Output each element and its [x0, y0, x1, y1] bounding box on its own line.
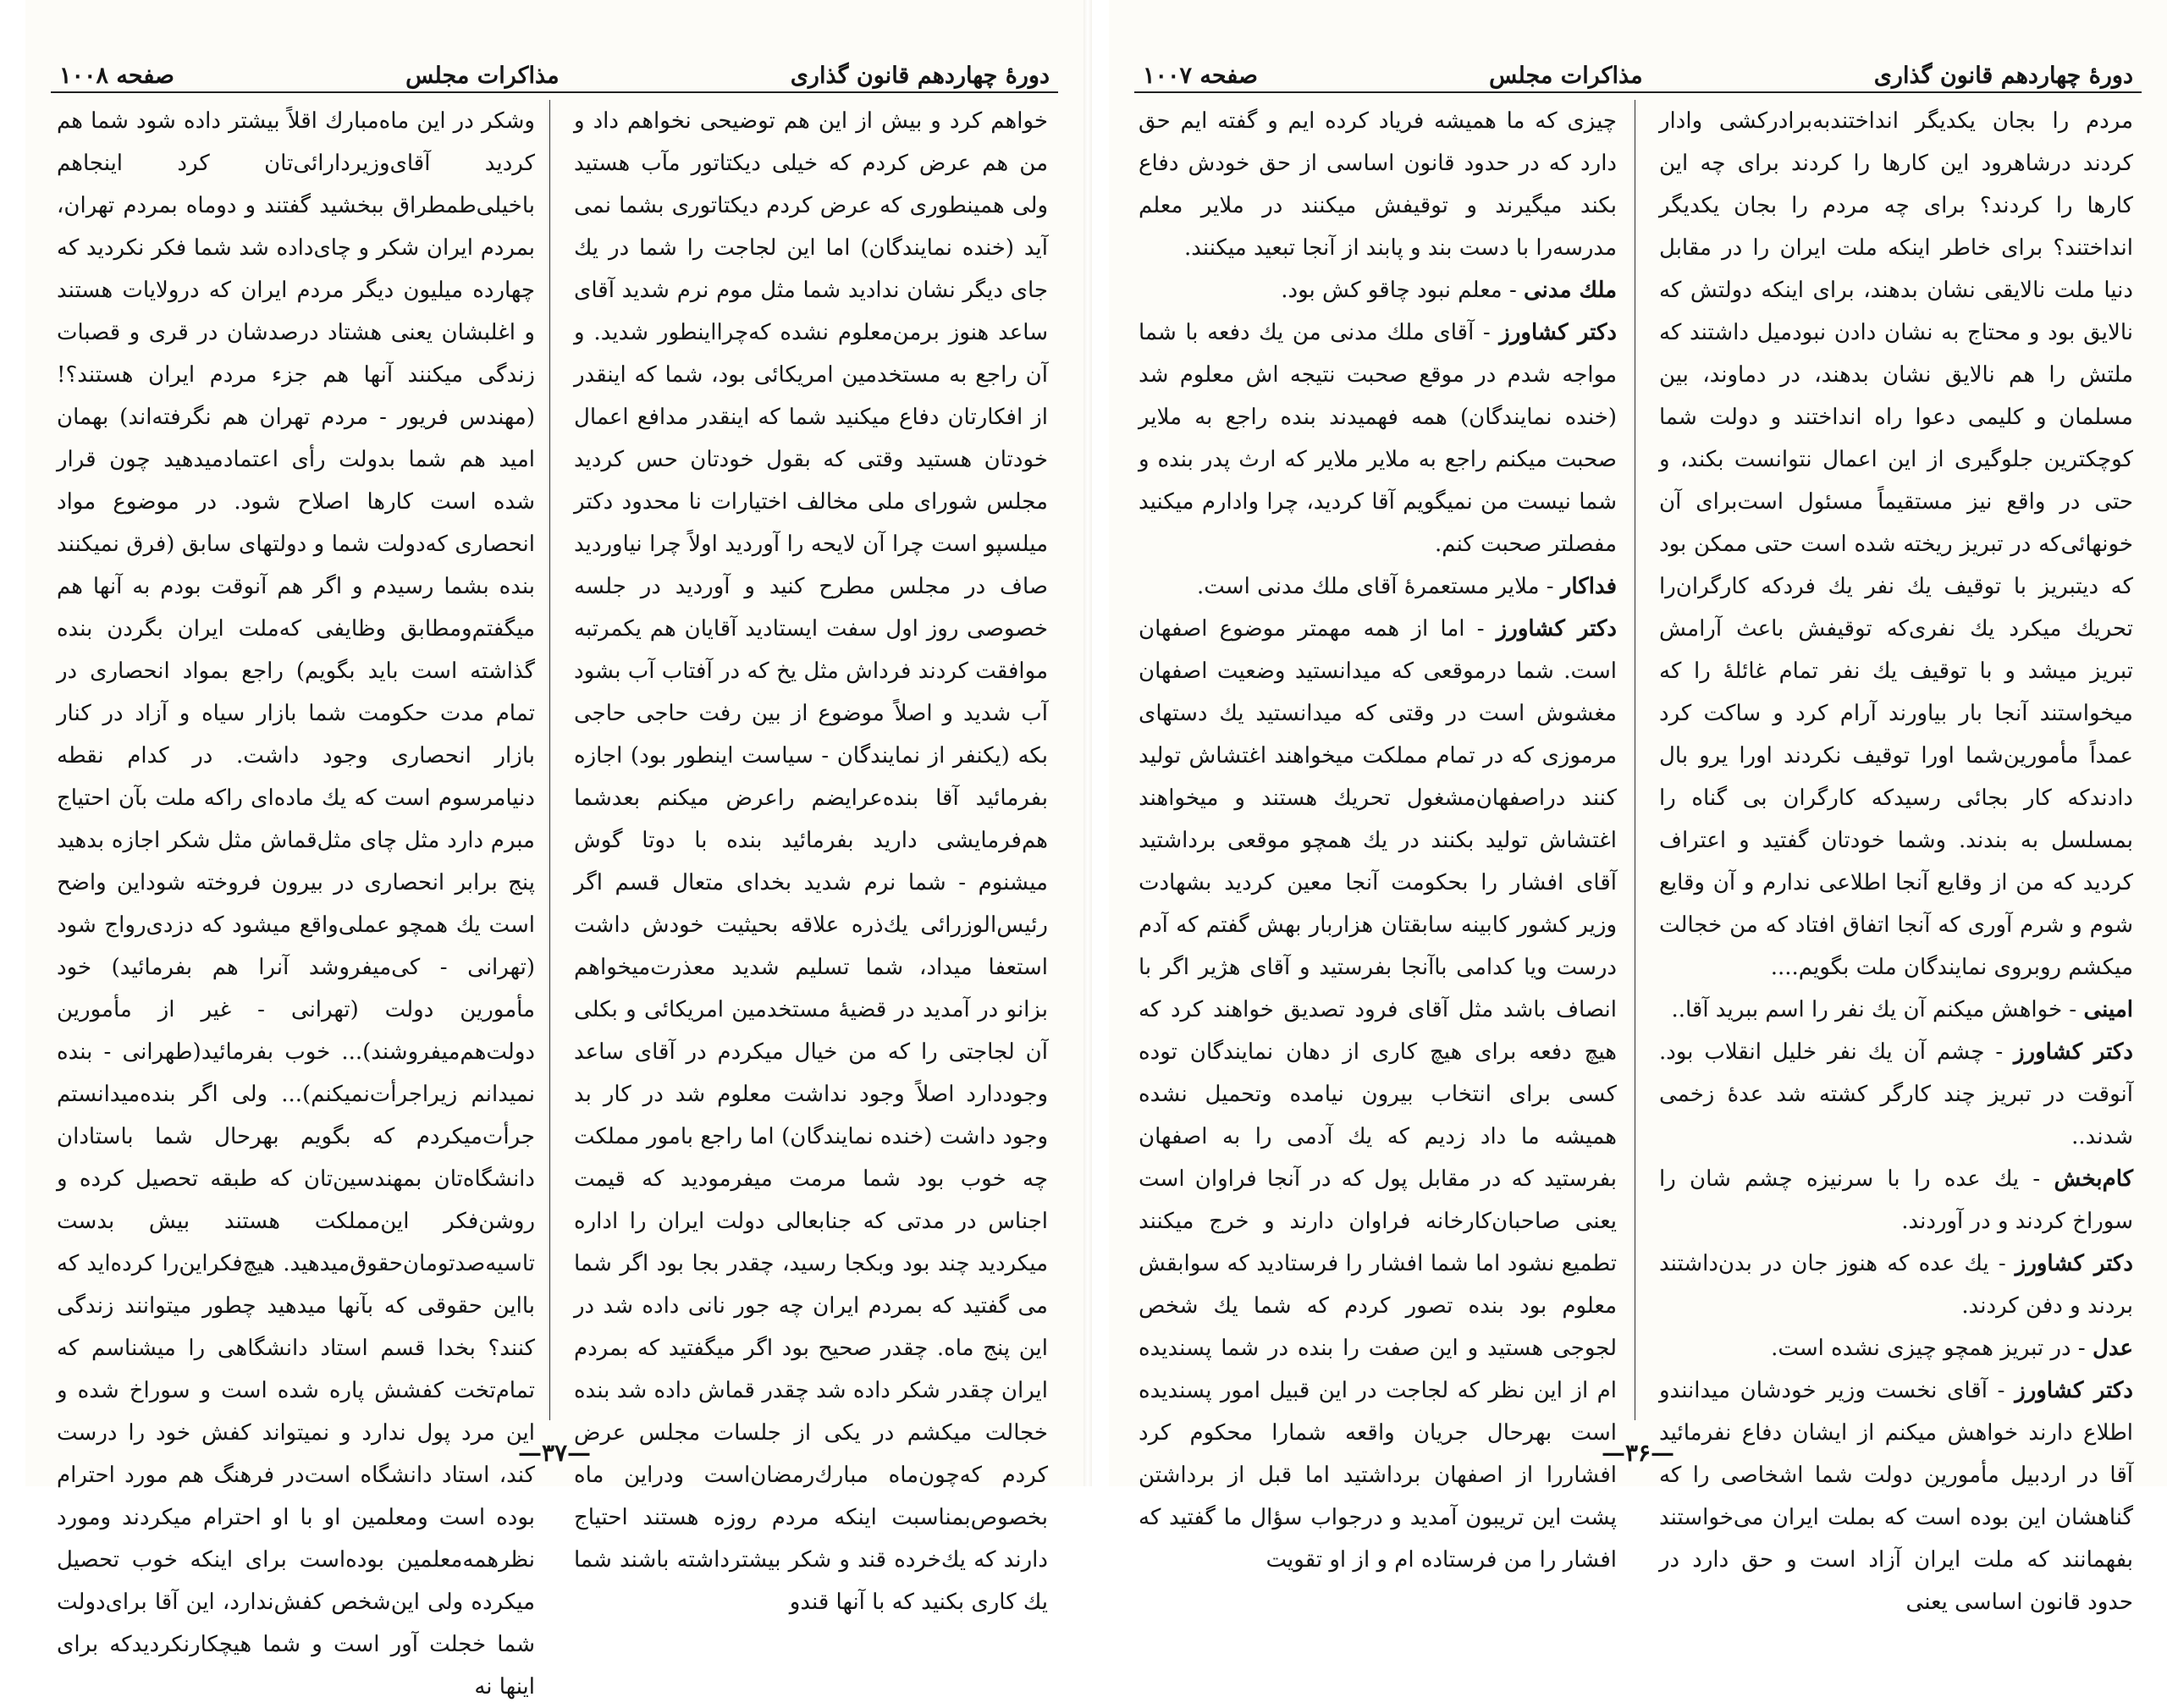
book-gutter	[1084, 0, 1092, 1486]
speech-text: خواهم کرد و بیش از این هم توضیحی نخواهم داد و من هم عرض کردم که خیلی دیکتاتور مآب هستید ولی همینطوری که عرض کردم دیکتاتوری بشما نمی آید (خنده نمایندگان) اما این لجاجت را شما در یك جای دیگر نشان ندادید شما مثل موم نرم شدید آقای ساعد هنوز برمن‌معلوم نشده که‌چرا‌اینطور شدید. و آن راجع به مستخدمین امریکائی بود، شما که اینقدر از افکارتان دفاع میکنید شما که اینقدر مدافع اعمال خودتان هستید وقتی که بقول خودتان حس کردید مجلس شورای ملی مخالف اختیارات نا محدود دکتر میلسپو است چرا آن لایحه را آوردید اولاً چرا نیاوردید صاف در مجلس مطرح کنید و آوردید در جلسه خصوصی روز اول سفت ایستادید آقایان هم یکمرتبه موافقت کردند فرداش مثل یخ که در آفتاب آب بشود آب شدید و اصلاً موضوع از بین رفت حاجی حاجی بکه (یکنفر از نمایندگان - سیاست اینطور بود) اجازه بفرمائید آقا بنده‌عرایضم راعرض میکنم بعدشما هم‌فرمایشی دارید بفرمائید بنده با دوتا گوش میشنوم - شما نرم شدید بخدای متعال قسم اگر رئیس‌الوزرائی یك‌ذره علاقه بحیثیت خودش داشت استعفا میداد، شما تسلیم شدید معذرت‌میخواهم بزانو در آمدید در قضیهٔ مستخدمین امریکائی و بکلی آن لجاجتی را که من خیال میکردم در آقای ساعد وجوددارد اصلاً وجود نداشت معلوم شد در کار بد وجود داشت (خنده نمایندگان) اما راجع بامور مملکت چه خوب بود شما مرمت میفرمودید که قیمت اجناس در مدتی که جنابعالی دولت ایران را اداره میکردید چند بود وبکجا رسید، چقدر بجا بود اگر شما می گفتید که بمردم ایران چه جور نانی داده شد در این پنج ماه. چقدر صحیح بود اگر میگفتید که بمردم ایران چقدر شکر داده شد چقدر قماش داده شد بنده خجالت میکشم در یکی از جلسات مجلس عرض کردم که‌چون‌ماه مبارك‌رمضان‌است ودراین ماه بخصوص‌بمناسبت اینکه مردم روزه هستند احتیاج دارند که یك‌خرده قند و شکر بیشترداشته باشند شما یك کاری بکنید که با آنها قندو	[574, 108, 1048, 1615]
page-header	[1134, 47, 2142, 89]
speaker-name: دکتر کشاورز	[1499, 320, 1617, 345]
speech-paragraph	[1659, 1031, 2133, 1158]
speech-paragraph	[1139, 311, 1617, 565]
speech-text: - معلم نبود چاقو کش بود.	[1281, 278, 1517, 303]
page-number-label: صفحه ۱۰۰۸	[59, 63, 174, 89]
page-1007	[1109, 0, 2167, 1615]
speech-paragraph	[1659, 1242, 2133, 1327]
speaker-name: دکتر کشاورز	[2015, 1251, 2133, 1276]
page-number-label: صفحه ۱۰۰۷	[1143, 63, 1258, 89]
speaker-name: کام‌بخش	[2054, 1166, 2134, 1192]
session-title: دورهٔ چهاردهم قانون گذاری	[790, 63, 1050, 89]
speech-paragraph	[1659, 100, 2133, 989]
speech-text: وشکر در این ماه‌مبارك اقلاً بیشتر داده شود شما هم کردید آقای‌وزیر‌دارائی‌تان کرد اینجاهم باخیلی‌طمطراق ببخشید گفتند و دوماه بمردم تهران، بمردم ایران شکر و چای‌داده شد شما فکر نکردید که چهارده میلیون دیگر مردم ایران که در‌ولایات هستند و اغلبشان یعنی هشتاد درصدشان در قری و قصبات زندگی میکنند آنها هم جزء مردم ایران هستند؟! (مهندس فریور - مردم تهران هم نگرفته‌اند) بهمان امید هم شما بدولت رأی اعتماد‌میدهید چون قرار شده است کارها اصلاح شود. در موضوع مواد انحصاری که‌دولت شما و دولتهای سابق (فرق نمیکنند بنده بشما رسیدم و اگر هم آنوقت بودم به آنها هم میگفتم‌ومطابق وظایفی که‌ملت ایران بگردن بنده گذاشته است باید بگویم) راجع بمواد انحصاری در تمام مدت حکومت شما بازار سیاه و آزاد در کنار بازار انحصاری وجود داشت. در کدام نقطه دنیا‌مرسوم است که یك ماده‌ای راکه ملت بآن احتیاج مبرم دارد مثل چای مثل‌قماش مثل شکر اجازه بدهید پنج برابر انحصاری در بیرون فروخته شود‌این واضح است یك همچو عملی‌واقع میشود که دزدی‌رواج شود (تهرانی - کی‌میفروشد آنرا هم بفرمائید) خود مأمورین دولت (تهرانی - غیر از مأمورین دولت‌هم‌میفروشند)... خوب بفرمائید(طهرانی - بنده نمیدانم زیر‌اجرأت‌نمیکنم)... ولی اگر بنده‌میدانستم جرأت‌میکردم که بگویم بهرحال شما باستادان دانشگاه‌تان بمهندسین‌تان که طبقه تحصیل کرده و روشن‌فکر این‌مملکت هستند بیش بدست تاسیه‌صد‌تومان‌حقوق‌میدهید. هیچ‌فکر‌این‌را کرده‌اید که با‌این حقوقی که بآنها میدهید چطور میتوانند زندگی کنند؟ بخدا قسم استاد دانشگاهی را میشناسم که تمام‌تخت کفشش پاره شده است و سوراخ شده و این مرد پول ندارد و نمیتواند کفش خود را درست کند، استاد دانشگاه است‌در فرهنگ هم مورد احترام بوده است ومعلمین او با او احترام میکردند ومورد نظر‌همه‌معلمین بوده‌است برای اینکه خوب تحصیل میکرده ولی این‌شخص کفش‌ندارد، این آقا برای‌دولت شما خجلت آور است و شما هیچکار‌نکردید‌که برای اینها نه	[57, 108, 535, 1700]
proceedings-title: مذاکرات مجلس	[1489, 63, 1643, 89]
speech-paragraph	[1659, 1158, 2133, 1242]
header-rule	[1134, 91, 2142, 93]
page-1008	[25, 0, 1084, 1700]
speech-text: - اما از همه مهمتر موضوع اصفهان است. شما درموقعی که میدانستید وضعیت اصفهان مغشوش است در وقتی که میدانستید یك دستهای مرموزی که در تمام مملکت میخواهند اغتشاش تولید کنند دراصفهان‌مشغول تحریك هستند و میخواهند اغتشاش تولید بکنند در یك همچو موقعی برداشتید آقای افشار را بحکومت آنجا معین کردید بشهادت وزیر کشور کابینه سابقتان هزاربار بهش گفتم که آدم درست ویا کدامی باآنجا بفرستید و آقای هژیر اگر با انصاف باشد مثل آقای فرود تصدیق خواهند کرد که هیچ دفعه برای هیچ کاری از دهان نمایندگان توده کسی برای انتخاب بیرون نیامده وتحمیل نشده همیشه ما داد زدیم که یك آدمی را به اصفهان بفرستید که در مقابل پول که در آنجا فراوان است یعنی صاحبان‌کارخانه فراوان دارند و خرج میکنند تطمیع نشود اما شما افشار را فرستادید که سوابقش معلوم بود بنده تصور کردم که شما یك شخص لجوجی هستید و این صفت را بنده در شما پسندیده ام از این نظر که لجاجت در این قبیل امور پسندیده است بهرحال جریان واقعه شمارا محکوم کرد افشاررا از اصفهان برداشتید اما قبل از برداشتن پشت این تریبون آمدید و درجواب سؤال ما گفتید که افشار را من فرستاده ام و از او تقویت	[1139, 616, 1617, 1573]
column-right	[1659, 100, 2134, 1615]
speech-text: مردم را بجان یکدیگر انداختند‌به‌برادرکشی وادار کردند درشاهرود این کارها را کردند برای چه این کارها را کردند؟ برای چه مردم را بجان یکدیگر انداختند؟ برای خاطر اینکه ملت ایران را در مقابل دنیا ملت نالایقی نشان بدهند، برای اینکه دولتش که نالایق بود و محتاج به نشان دادن نبود‌میل داشتند که ملتش را هم نالایق نشان بدهند، در دماوند، بین مسلمان و کلیمی دعوا راه انداختند و دولت شما کوچکترین جلوگیری از این اعمال نتوانست بکند، و حتی در واقع نیز مستقیماً مسئول است‌برای آن خونهائی‌که در تبریز ریخته شده است حتی ممکن بود که دیتبریز با توقیف یك نفر یك فرد‌که کارگران‌را تحریك میکرد یك نفری‌که توقیفش باعث آرامش تبریز میشد و با توقیف یك نفر تمام غائلهٔ را که میخواستند آنجا بار بیاورند آرام کرد و ساکت کرد عمداً مأمورین‌شما اورا توقیف نکردند اورا یرو بال دادند‌که کار بجائی رسید‌که کارگران بی گناه را بمسلسل به بندند. وشما خودتان گفتید و اعتراف کردید که من از وقایع آنجا اطلاعی ندارم و آن وقایع شوم و شرم آوری که آنجا اتفاق افتاد که من خجالت میکشم روبروی نمایندگان ملت بگویم....	[1659, 108, 2133, 980]
speech-paragraph	[1659, 989, 2133, 1031]
speech-text: - یك عده را با سرنیزه چشم شان را سوراخ کردند و در آوردند.	[1659, 1166, 2133, 1234]
column-divider	[549, 100, 550, 1420]
page-header	[51, 47, 1058, 89]
page-footer-number: —۳۶—	[1601, 1439, 1675, 1467]
speaker-name: ملك مدنی	[1524, 278, 1617, 303]
column-left	[57, 100, 535, 1700]
speech-text: - ملایر مستعمرهٔ آقای ملك مدنی است.	[1197, 574, 1554, 599]
speaker-name: عدل	[2092, 1336, 2133, 1361]
speech-paragraph	[1659, 1369, 2133, 1623]
header-rule	[51, 91, 1058, 93]
speech-paragraph	[574, 100, 1048, 1623]
speaker-name: دکتر کشاورز	[2014, 1039, 2133, 1065]
column-left	[1139, 100, 1617, 1573]
speech-paragraph	[1139, 269, 1617, 311]
column-right	[574, 100, 1048, 1615]
session-title: دورهٔ چهاردهم قانون گذاری	[1873, 63, 2133, 89]
speech-text: - آقای نخست وزیر خودشان میدانند‌و اطلاع دارند خواهش میکنم از ایشان دفاع نفرمائید آقا در اردبیل مأمورین دولت شما اشخاصی را که گناهشان این بوده است که بملت ایران می‌خواستند بفهمانند که ملت ایران آزاد است و حق دارد در حدود قانون اساسی یعنی	[1659, 1378, 2133, 1615]
speech-paragraph	[1139, 565, 1617, 608]
proceedings-title: مذاکرات مجلس	[405, 63, 560, 89]
speech-text: - در تبریز همچو چیزی نشده است.	[1771, 1336, 2086, 1361]
speech-text: - خواهش میکنم آن یك نفر را اسم ببرید آقا..	[1671, 997, 2077, 1022]
speaker-name: دکتر کشاورز	[2015, 1378, 2133, 1403]
speaker-name: دکتر کشاورز	[1496, 616, 1617, 642]
speech-paragraph	[1659, 1327, 2133, 1369]
speech-paragraph	[1139, 608, 1617, 1581]
speech-paragraph	[1139, 100, 1617, 269]
speaker-name: فداکار	[1560, 574, 1617, 599]
speech-text: - آقای ملك مدنی من یك دفعه با شما مواجه شدم در موقع صحبت نتیجه اش معلوم شد (خنده نمایندگان) همه فهمیدند بنده راجع به ملایر صحبت میکنم راجع به ملایر ملایر که ارث پدر بنده و شما نیست من نمیگویم آقا کردید، چرا وادارم میکنید مفصلتر صحبت کنم.	[1139, 320, 1617, 557]
speech-text: چیزی که ما همیشه فریاد کرده ایم و گفته ایم حق دارد که در حدود قانون اساسی از حق خودش دفاع بکند میگیرند و توقیفش میکنند در ملایر معلم مدرسه‌را با دست بند و پابند از آنجا تبعید میکنند.	[1139, 108, 1617, 261]
speech-text: - یك عده که هنوز جان در بدن‌داشتند بردند و دفن کردند.	[1659, 1251, 2133, 1319]
speaker-name: امینی	[2083, 997, 2133, 1022]
speech-text: - چشم آن یك نفر خلیل انقلاب بود. آنوقت در تبریز چند کارگر کشته شد عدهٔ زخمی شدند..	[1659, 1039, 2133, 1149]
speech-paragraph	[57, 100, 535, 1708]
page-footer-number: —۳۷—	[517, 1439, 592, 1467]
